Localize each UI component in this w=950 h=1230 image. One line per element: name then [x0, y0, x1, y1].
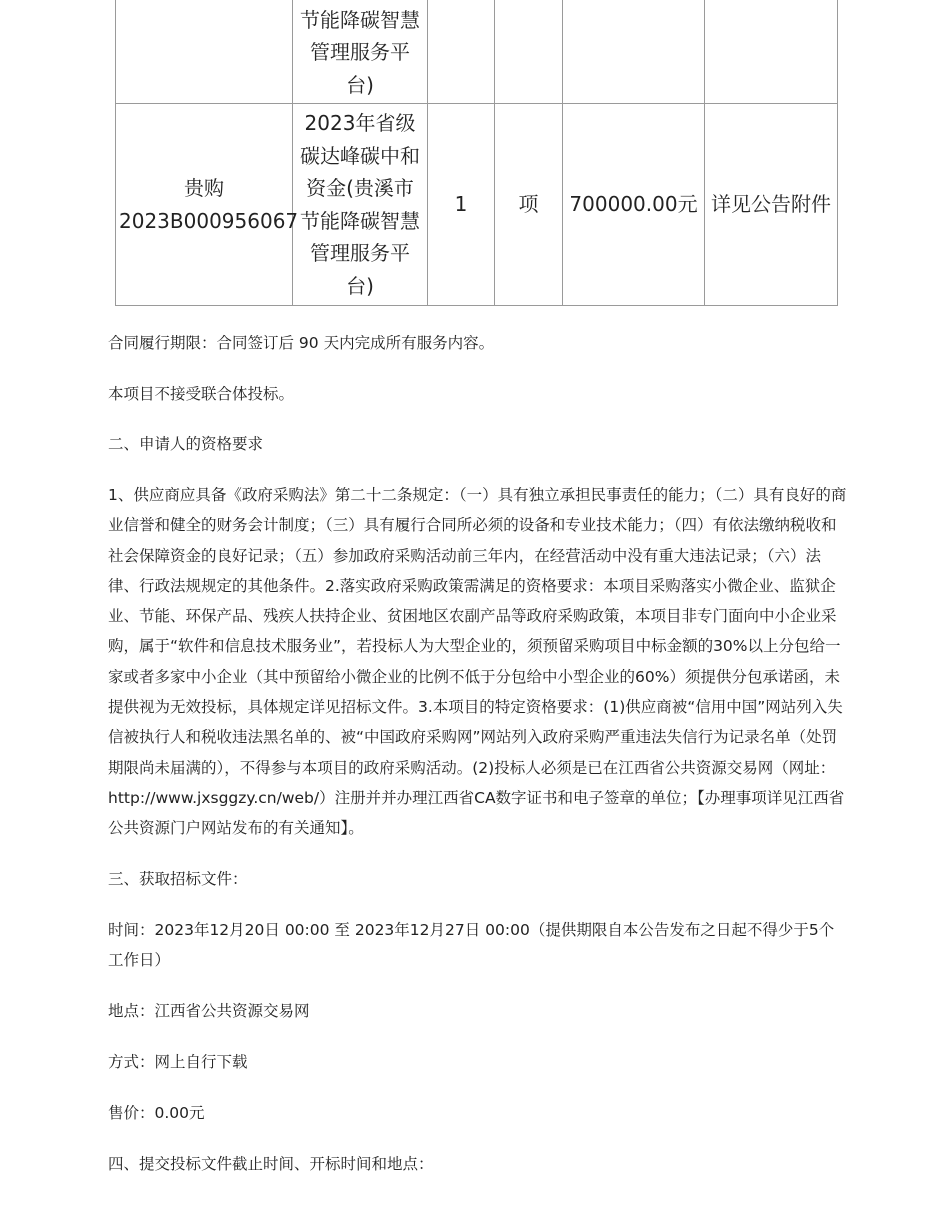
- name-line: 节能降碳智慧: [300, 208, 420, 233]
- table-row: [116, 104, 838, 306]
- method-paragraph: 方式：网上自行下载: [108, 1053, 248, 1071]
- table-cell-unit: [495, 0, 563, 104]
- time-paragraph: 时间：2023年12月20日 00:00 至 2023年12月27日 00:00（提供期限自本公告发布之日起不得少于5个工作日）: [108, 921, 835, 970]
- name-line: 碳达峰碳中和: [300, 143, 420, 168]
- table-cell-quantity: [428, 0, 495, 104]
- table-cell-code: [116, 0, 293, 104]
- name-line: 2023年省级: [304, 111, 416, 135]
- table-row: [116, 0, 838, 104]
- location-paragraph: 地点：江西省公共资源交易网: [108, 1002, 310, 1020]
- no-consortium-paragraph: 本项目不接受联合体投标。: [108, 385, 295, 403]
- table-cell-unit: 项: [495, 104, 563, 306]
- table-cell-remark: 详见公告附件: [705, 104, 838, 306]
- section-4-heading: 四、提交投标文件截止时间、开标时间和地点：: [108, 1155, 434, 1173]
- procurement-items-table: [115, 0, 838, 306]
- section-3-heading: 三、获取招标文件：: [108, 870, 248, 888]
- table-cell-amount: 700000.00元: [563, 104, 705, 306]
- name-line: 台): [346, 273, 374, 298]
- section-2-heading: 二、申请人的资格要求: [108, 435, 264, 453]
- name-line: 资金(贵溪市: [306, 176, 414, 200]
- table-cell-name: [293, 104, 428, 306]
- code-line: 2023B000956067: [119, 208, 299, 233]
- table-cell-quantity: 1: [428, 104, 495, 306]
- name-line: 管理服务平: [310, 241, 410, 265]
- table-cell-code: [116, 104, 299, 306]
- table-cell-name: [293, 0, 428, 104]
- name-line: 台): [346, 72, 374, 97]
- table-cell-amount: [563, 0, 705, 104]
- table-cell-remark: [705, 0, 838, 104]
- price-paragraph: 售价：0.00元: [108, 1104, 205, 1122]
- code-line: 贵购: [184, 176, 224, 200]
- name-line: 管理服务平: [310, 40, 410, 64]
- name-line: 节能降碳智慧: [300, 7, 420, 32]
- qualification-paragraph: 1、供应商应具备《政府采购法》第二十二条规定：（一）具有独立承担民事责任的能力；（二）具有良好的商业信誉和健全的财务会计制度；（三）具有履行合同所必须的设备和专业技术能力；（四）有依法缴纳税收和社会保障资金的良好记录；（五）参加政府采购活动前三年内，在经营活动中没有重大违法记录；（六）法律、行政法规规定的其他条件。2.落实政府采购政策需满足的资格要求：本项目采购落实小微企业、监狱企业、节能、环保产品、残疾人扶持企业、贫困地区农副产品等政府采购政策，本项目非专门面向中小企业采购，属于“软件和信息技术服务业”，若投标人为大型企业的，须预留采购项目中标金额的30%以上分包给一家或者多家中小企业（其中预留给小微企业的比例不低于分包给中小型企业的60%）须提供分包承诺函，未提供视为无效投标，具体规定详见招标文件。3.本项目的特定资格要求：(1)供应商被“信用中国”网站列入失信被执行人和税收违法黑名单的、被“中国政府采购网”网站列入政府采购严重违法失信行为记录名单（处罚期限尚未届满的），不得参与本项目的政府采购活动。(2)投标人必须是已在江西省公共资源交易网（网址：http://www.jxsggzy.cn/web/）注册并并办理江西省CA数字证书和电子签章的单位；【办理事项详见江西省公共资源门户网站发布的有关通知】。: [108, 486, 847, 838]
- contract-period-paragraph: 合同履行期限：合同签订后 90 天内完成所有服务内容。: [108, 334, 495, 352]
